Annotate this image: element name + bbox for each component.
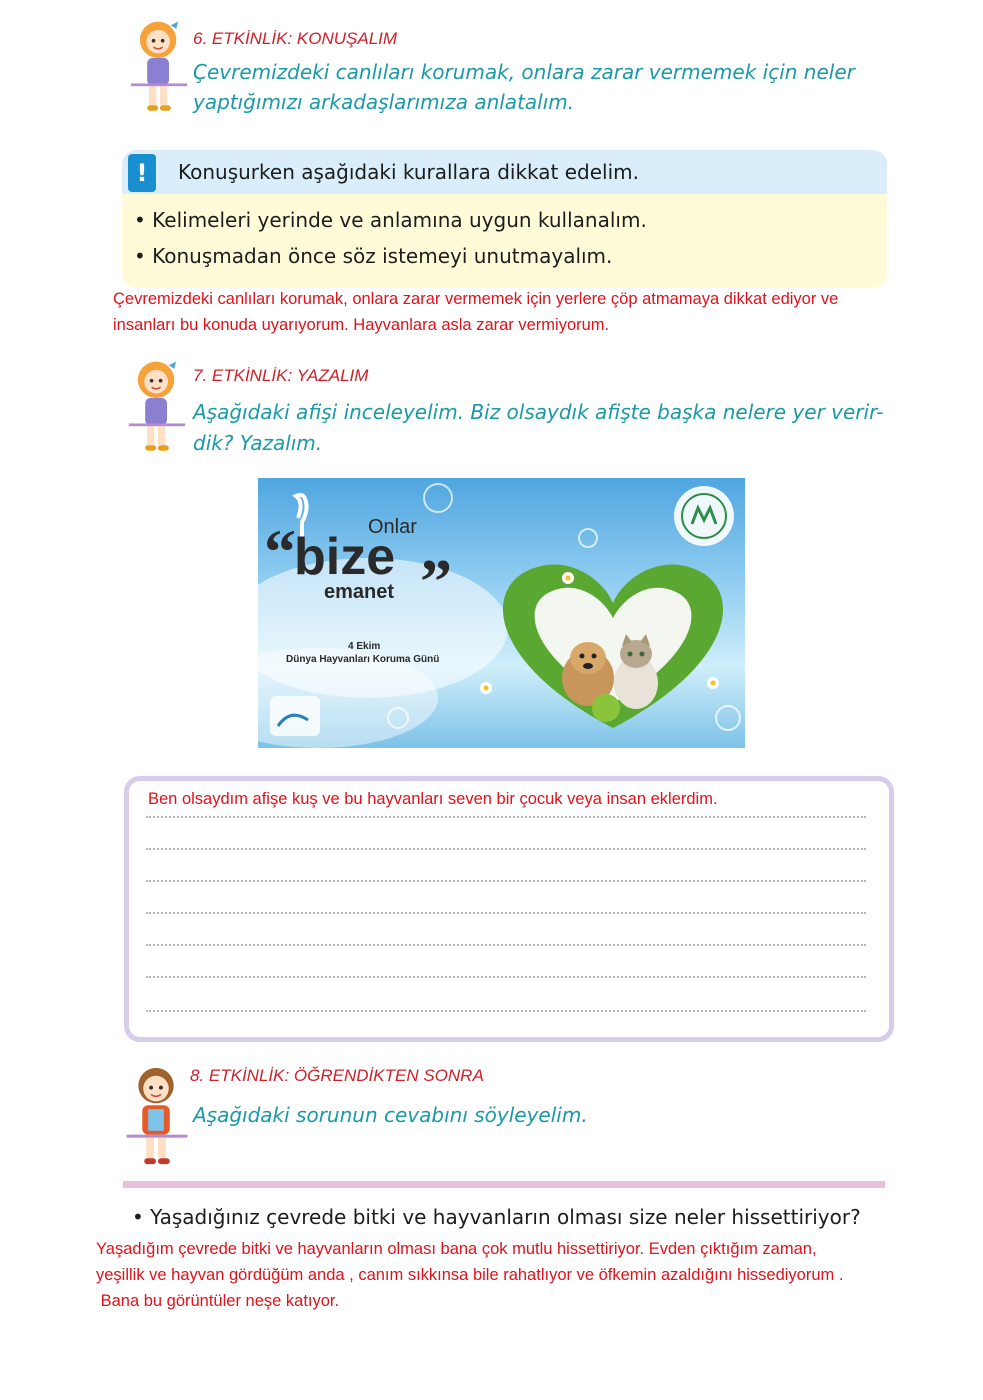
activity6-line2: yaptığımızı arkadaşlarımıza anlatalım. [193,90,575,114]
answer8-line1: Yaşadığım çevrede bitki ve hayvanların olması bana çok mutlu hissettiriyor. Evden çıktığım zaman, [96,1240,817,1258]
poster-open-quote: “ [264,516,296,587]
rules-heading: Konuşurken aşağıdaki kurallara dikkat edelim. [178,160,639,184]
activity7-line1: Aşağıdaki afişi inceleyelim. Biz olsaydık afişte başka nelere yer verir- [193,400,884,424]
poster-image [258,478,745,748]
answer8-line3: Bana bu görüntüler neşe katıyor. [96,1292,340,1310]
poster-date: 4 Ekim [348,641,381,652]
poster-bize: bize [294,528,396,586]
writing-line [146,880,866,882]
writing-line [146,912,866,914]
activity7-title: 7. ETKİNLİK: YAZALIM [193,366,369,385]
girl-mascot-icon [128,18,190,118]
answer6-line1: Çevremizdeki canlıları korumak, onlara zarar vermemek için yerlere çöp atmamaya dikkat ediyor ve [113,290,839,308]
answer6-line2: insanları bu konuda uyarıyorum. Hayvanlara asla zarar vermiyorum. [113,316,610,334]
writing-line [146,816,866,818]
activity6-line1: Çevremizdeki canlıları korumak, onlara zarar vermemek için neler [193,60,855,84]
poster-day: Dünya Hayvanları Koruma Günü [286,654,440,665]
poster-close-quote: ” [420,546,452,617]
answer7-text: Ben olsaydım afişe kuş ve bu hayvanları seven bir çocuk veya insan eklerdim. [148,790,718,808]
activity8-title: 8. ETKİNLİK: ÖĞRENDİKTEN SONRA [190,1066,484,1085]
exclamation-icon: ! [128,154,156,192]
answer8-line2: yeşillik ve hayvan gördüğüm anda , canım sıkkınsa bile rahatlıyor ve öfkemin azaldığını hissediyorum . [96,1266,844,1284]
activity8-line1: Aşağıdaki sorunun cevabını söyleyelim. [193,1103,588,1127]
girl-mascot-icon [126,358,188,458]
question-text: • Yaşadığınız çevrede bitki ve hayvanların olması size neler hissettiriyor? [132,1205,861,1229]
writing-line [146,944,866,946]
rule-item-2: • Konuşmadan önce söz istemeyi unutmayalım. [134,244,613,268]
activity6-title: 6. ETKİNLİK: KONUŞALIM [193,29,398,48]
rule-item-1: • Kelimeleri yerinde ve anlamına uygun kullanalım. [134,208,647,232]
poster-artwork [258,478,745,748]
section-divider [123,1181,885,1188]
activity7-line2: dik? Yazalım. [193,431,323,455]
writing-line [146,848,866,850]
child-mascot-icon [126,1064,188,1172]
writing-line [146,976,866,978]
poster-emanet: emanet [324,581,395,603]
writing-line [146,1010,866,1012]
poster-onlar: Onlar [368,516,417,538]
